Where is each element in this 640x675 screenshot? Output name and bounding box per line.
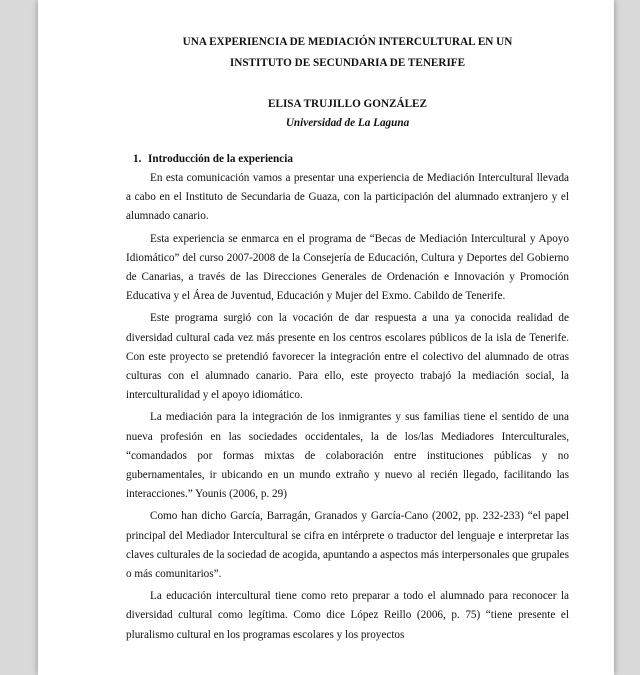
section-title: Introducción de la experiencia: [148, 153, 293, 165]
document-body: [126, 32, 569, 645]
title-line-2: INSTITUTO DE SECUNDARIA DE TENERIFE: [229, 57, 466, 69]
document-page: [38, 0, 614, 675]
title-line-1: UNA EXPERIENCIA DE MEDIACIÓN INTERCULTURAL EN UN: [182, 36, 513, 48]
author-name: ELISA TRUJILLO GONZÁLEZ: [268, 98, 427, 110]
author-affiliation: Universidad de La Laguna: [285, 117, 410, 129]
paragraph: En esta comunicación vamos a presentar una experiencia de Mediación Intercultural llevada a cabo en el Instituto de Secundaria de Guaza, con la participación del alumnado extranjero y el alumnado canario.: [126, 172, 569, 223]
paragraph: La educación intercultural tiene como reto preparar a todo el alumnado para reconocer la diversidad cultural como legítima. Como dice López Reillo (2006, p. 75) “tiene presente el pluralismo cultural en los programas escolares y los proyectos: [126, 590, 569, 641]
paragraph: La mediación para la integración de los inmigrantes y sus familias tiene el sentido de una nueva profesión en las sociedades occidentales, la de los/las Mediadores Interculturales, “comandados por formas mixtas de colaboración entre instituciones públicas y no gubernamentales, ir ubicando en un mundo extraño y nuevo al recién llegado, facilitando las interacciones.” Younis (2006, p. 29): [126, 411, 569, 501]
paragraph: Como han dicho García, Barragán, Granados y García-Cano (2002, pp. 232-233) “el papel principal del Mediador Intercultural se cifra en intérprete o traductor del lenguaje e interpretar las claves culturales de la sociedad de acogida, apuntando a aspectos más interpersonales que grupales o más comunitarios”.: [126, 510, 569, 581]
paragraph: Esta experiencia se enmarca en el programa de “Becas de Mediación Intercultural y Apoyo Idiomático” del curso 2007-2008 de la Consejería de Educación, Cultura y Deportes del Gobierno de Canarias, a través de las Direcciones Generales de Ordenación e Innovación y Promoción Educativa y el Área de Juventud, Educación y Mujer del Exmo. Cabildo de Tenerife.: [126, 232, 569, 303]
paragraph: Este programa surgió con la vocación de dar respuesta a una ya conocida realidad de diversidad cultural cada vez más presente en los centros escolares públicos de la isla de Tenerife. Con este proyecto se pretendió favorecer la integración entre el colectivo del alumnado de otras culturas con el alumnado canario. Para ello, este proyecto trabajó la mediación social, la interculturalidad y el apoyo idiomático.: [126, 312, 569, 402]
section-heading: [133, 150, 569, 169]
section-number: 1.: [133, 153, 142, 165]
